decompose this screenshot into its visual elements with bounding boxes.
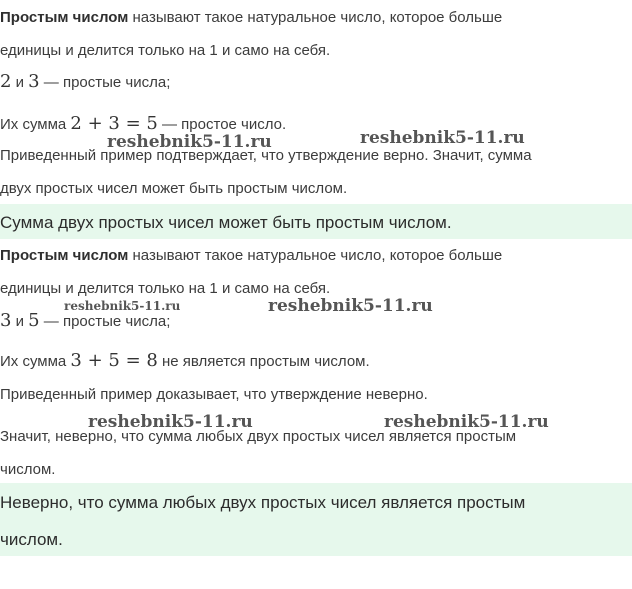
example-line — [0, 311, 170, 332]
conjunction: и — [11, 313, 29, 330]
conclusion-line-3: числом. — [0, 461, 56, 478]
math-number: 3 — [0, 310, 12, 331]
definition-line-1 — [0, 8, 502, 28]
conjunction: и — [11, 74, 29, 91]
watermark-text: reshebnik5-11.ru — [88, 412, 253, 432]
sum-prefix: Их сумма — [0, 353, 71, 370]
conclusion-line-1: Приведенный пример подтверждает, что утверждение верно. Значит, сумма — [0, 147, 532, 164]
definition-line-2: единицы и делится только на 1 и само на себя. — [0, 42, 331, 59]
sum-prefix: Их сумма — [0, 116, 71, 133]
definition-text: называют такое натуральное число, которое больше — [128, 9, 503, 26]
sum-line — [0, 114, 286, 135]
answer-box — [0, 204, 632, 239]
sum-formula: 2 + 3 = 5 — [70, 113, 158, 134]
conclusion-line-2: двух простых чисел может быть простым числом. — [0, 180, 348, 197]
example-text: — простые числа; — [39, 313, 171, 330]
answer-box — [0, 483, 632, 556]
sum-formula: 3 + 5 = 8 — [70, 350, 158, 371]
watermark-text: reshebnik5-11.ru — [268, 296, 433, 316]
answer-text: Сумма двух простых чисел может быть простым числом. — [0, 213, 452, 232]
example-text: — простые числа; — [39, 74, 171, 91]
math-number: 5 — [28, 310, 40, 331]
math-number: 2 — [0, 71, 12, 92]
answer-text-line-2: числом. — [0, 530, 63, 549]
definition-term: Простым числом — [0, 9, 129, 26]
conclusion-line-1: Приведенный пример доказывает, что утверждение неверно. — [0, 386, 428, 403]
sum-text: не является простым числом. — [157, 353, 370, 370]
definition-term: Простым числом — [0, 247, 129, 264]
example-line — [0, 72, 170, 93]
conclusion-line-2: Значит, неверно, что сумма любых двух простых чисел является простым — [0, 428, 517, 445]
sum-text: — простое число. — [157, 116, 287, 133]
math-number: 3 — [28, 71, 40, 92]
watermark-text: reshebnik5-11.ru — [64, 299, 181, 313]
watermark-text: reshebnik5-11.ru — [360, 128, 525, 148]
answer-text-line-1: Неверно, что сумма любых двух простых чисел является простым — [0, 493, 526, 512]
definition-text: называют такое натуральное число, которое больше — [128, 247, 503, 264]
definition-line-2: единицы и делится только на 1 и само на себя. — [0, 280, 331, 297]
watermark-text: reshebnik5-11.ru — [384, 412, 549, 432]
sum-line — [0, 351, 370, 372]
definition-line-1 — [0, 246, 502, 266]
watermark-text: reshebnik5-11.ru — [107, 132, 272, 152]
